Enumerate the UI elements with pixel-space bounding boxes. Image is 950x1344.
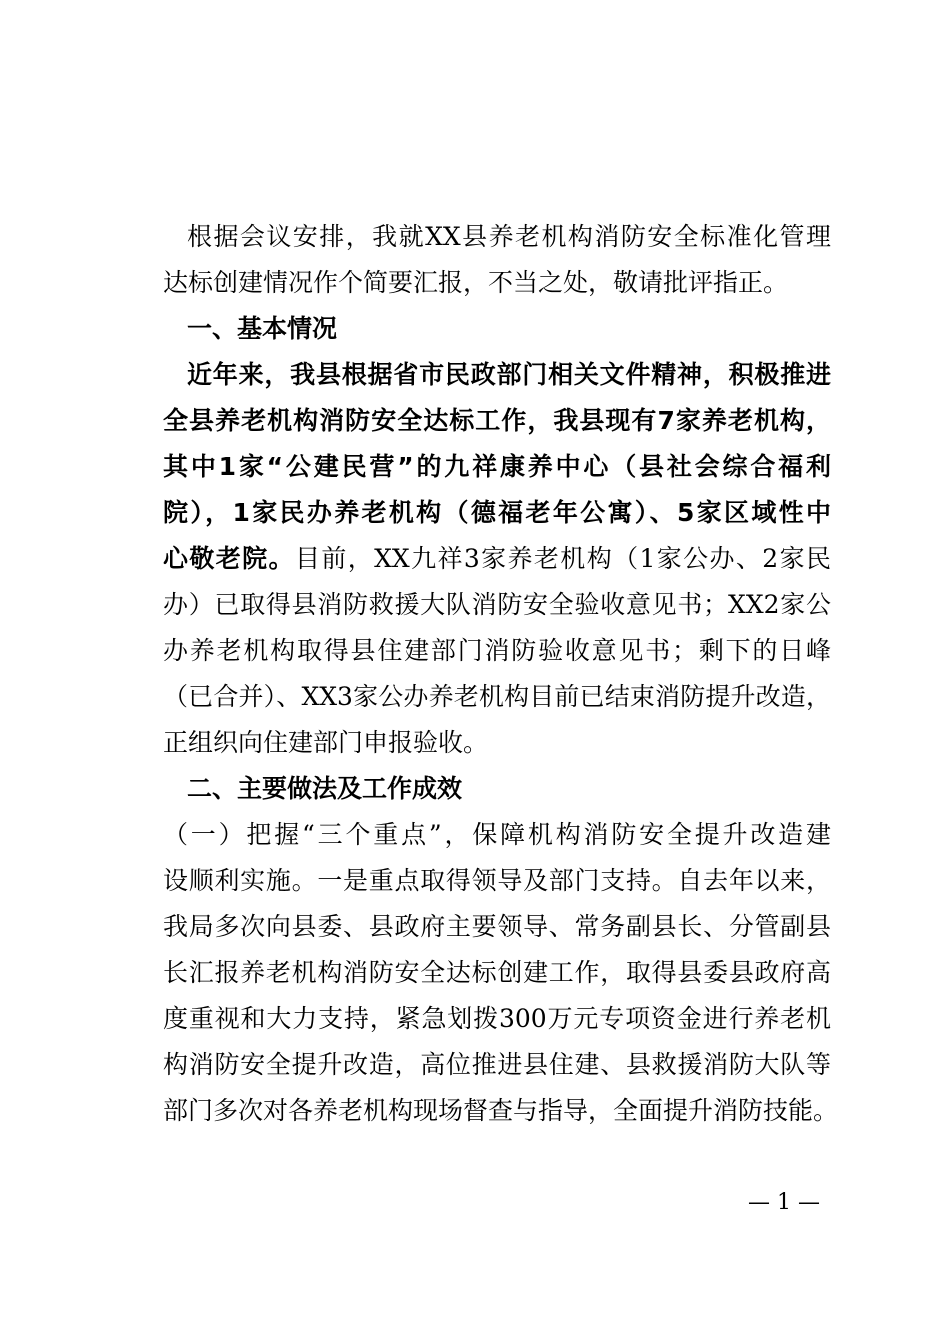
section-heading-practices: 二、主要做法及工作成效 (187, 774, 463, 803)
page-number: — 1 — (748, 1190, 820, 1215)
intro-line-1: 根据会议安排，我就XX县养老机构消防安全标准化管理 (187, 222, 831, 251)
section2-line-7: 部门多次对各养老机构现场督查与指导，全面提升消防技能。 (163, 1096, 839, 1125)
section-heading-basic: 一、基本情况 (187, 314, 338, 343)
section1-line-4: 院），1家民办养老机构（德福老年公寓）、5家区域性中 (163, 498, 831, 527)
intro-line-2: 达标创建情况作个简要汇报，不当之处，敬请批评指正。 (163, 268, 789, 297)
section2-line-5: 度重视和大力支持，紧急划拨300万元专项资金进行养老机 (163, 1004, 831, 1033)
section1-line-5-bold: 心敬老院。 (163, 544, 295, 573)
section1-line-3: 其中1家“公建民营”的九祥康养中心（县社会综合福利 (163, 452, 831, 481)
section2-line-2: 设顺利实施。一是重点取得领导及部门支持。自去年以来， (163, 866, 831, 895)
section1-line-1: 近年来，我县根据省市民政部门相关文件精神，积极推进 (187, 360, 831, 389)
section1-line-5 (163, 542, 831, 576)
section2-line-4: 长汇报养老机构消防安全达标创建工作，取得县委县政府高 (163, 958, 831, 987)
section1-line-2: 全县养老机构消防安全达标工作，我县现有7家养老机构， (163, 406, 831, 435)
section1-line-8: （已合并）、XX3家公办养老机构目前已结束消防提升改造， (163, 682, 831, 711)
section1-line-5-rest: 目前，XX九祥3家养老机构（1家公办、2家民 (294, 544, 831, 573)
section2-line-3: 我局多次向县委、县政府主要领导、常务副县长、分管副县 (163, 912, 831, 941)
section2-line-1: （一）把握“三个重点”，保障机构消防安全提升改造建 (163, 820, 831, 849)
section2-line-6: 构消防安全提升改造，高位推进县住建、县救援消防大队等 (163, 1050, 831, 1079)
section1-line-6: 办）已取得县消防救援大队消防安全验收意见书；XX2家公 (163, 590, 831, 619)
section1-line-9: 正组织向住建部门申报验收。 (163, 728, 489, 757)
section1-line-7: 办养老机构取得县住建部门消防验收意见书；剩下的日峰 (163, 636, 831, 665)
